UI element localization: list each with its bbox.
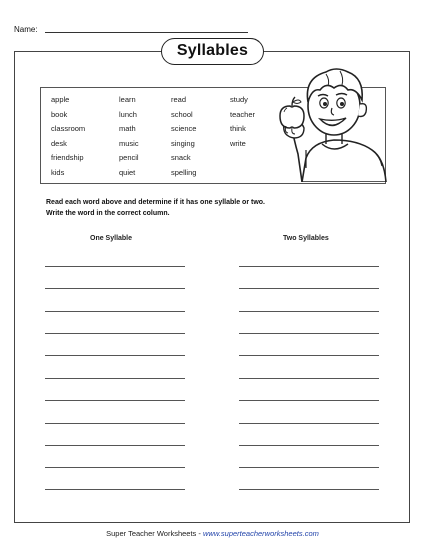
word-bank-item: apple: [51, 95, 70, 104]
one-syllable-answer-line[interactable]: [45, 288, 185, 289]
one-syllable-answer-line[interactable]: [45, 423, 185, 424]
word-bank-item: classroom: [51, 124, 86, 133]
two-syllables-answer-line[interactable]: [239, 333, 379, 334]
word-bank-item: pencil: [119, 153, 139, 162]
word-bank-item: spelling: [171, 167, 197, 177]
one-syllable-answer-line[interactable]: [45, 467, 185, 468]
word-bank-item: book: [51, 109, 68, 119]
word-bank-item: study: [230, 95, 248, 104]
two-syllables-answer-line[interactable]: [239, 445, 379, 446]
word-bank-item: desk: [51, 138, 67, 148]
footer: [0, 529, 425, 538]
name-line[interactable]: [45, 32, 248, 33]
word-bank-item: kids: [51, 167, 65, 177]
word-bank-item: teacher: [230, 109, 256, 119]
two-syllables-answer-line[interactable]: [239, 400, 379, 401]
one-syllable-answer-line[interactable]: [45, 333, 185, 334]
word-bank-item: learn: [119, 95, 136, 104]
word-bank-item: music: [119, 138, 139, 148]
two-syllables-answer-line[interactable]: [239, 266, 379, 267]
word-bank-item: school: [171, 109, 193, 119]
two-syllables-answer-line[interactable]: [239, 355, 379, 356]
word-bank-item: math: [119, 124, 136, 133]
two-syllables-answer-line[interactable]: [239, 311, 379, 312]
word-bank-item: think: [230, 124, 246, 133]
word-bank-item: write: [230, 138, 246, 148]
footer-separator: -: [196, 529, 203, 538]
word-bank-item: science: [171, 124, 197, 133]
one-syllable-answer-line[interactable]: [45, 489, 185, 490]
word-bank-item: singing: [171, 138, 195, 148]
word-bank-item: snack: [171, 153, 191, 162]
one-syllable-answer-line[interactable]: [45, 400, 185, 401]
instructions-line-1: Read each word above and determine if it has one syllable or two.: [46, 199, 265, 206]
column-heading-one-syllable: One Syllable: [90, 235, 133, 242]
instructions-line-2: Write the word in the correct column.: [46, 209, 170, 217]
two-syllables-answer-line[interactable]: [239, 378, 379, 379]
one-syllable-answer-line[interactable]: [45, 311, 185, 312]
word-bank-item: friendship: [51, 153, 84, 162]
instructions: [46, 198, 265, 219]
two-syllables-answer-line[interactable]: [239, 423, 379, 424]
footer-url[interactable]: www.superteacherworksheets.com: [202, 529, 319, 538]
one-syllable-answer-line[interactable]: [45, 266, 185, 267]
worksheet-title: Syllables: [161, 38, 264, 65]
two-syllables-answer-line[interactable]: [239, 489, 379, 490]
name-label: Name:: [14, 25, 38, 34]
one-syllable-answer-line[interactable]: [45, 355, 185, 356]
one-syllable-answer-line[interactable]: [45, 378, 185, 379]
word-bank-item: read: [171, 95, 187, 104]
boy-holding-apple-illustration: [276, 58, 392, 182]
word-bank-item: lunch: [119, 109, 137, 119]
column-heading-two-syllables: Two Syllables: [283, 235, 329, 242]
one-syllable-answer-line[interactable]: [45, 445, 185, 446]
two-syllables-answer-line[interactable]: [239, 467, 379, 468]
footer-brand: Super Teacher Worksheets: [106, 529, 197, 538]
two-syllables-answer-line[interactable]: [239, 288, 379, 289]
word-bank-item: quiet: [119, 167, 136, 177]
